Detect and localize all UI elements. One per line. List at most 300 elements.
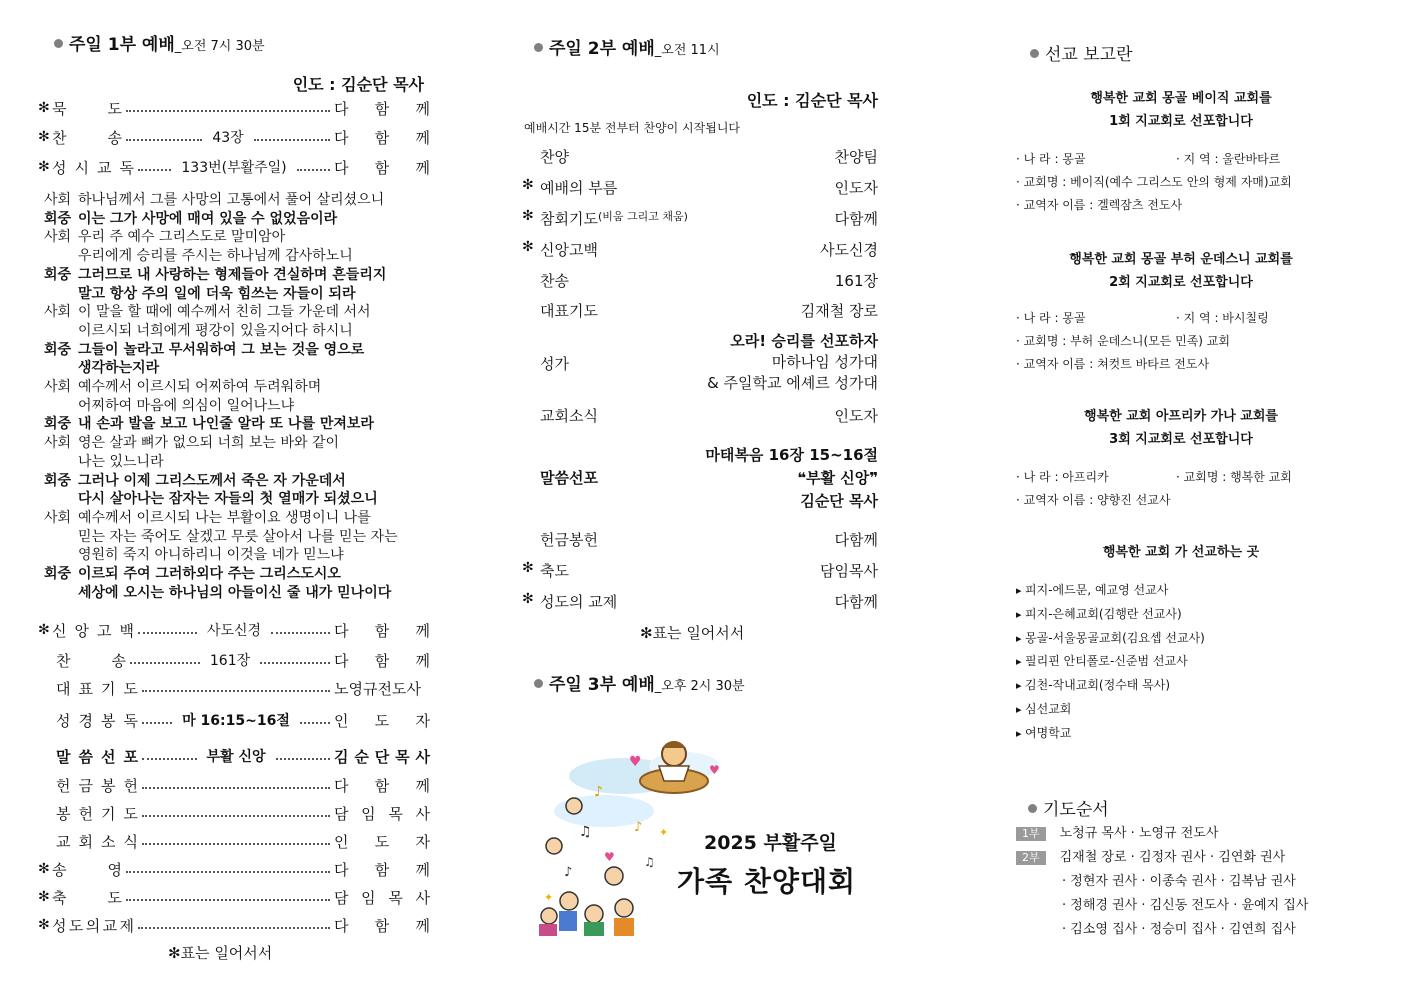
order-row	[38, 126, 430, 148]
order-item-name	[52, 887, 122, 908]
order-item-leader-char: 사	[415, 747, 431, 766]
order-item-leader	[334, 887, 430, 908]
prayer-row	[1016, 894, 1308, 918]
order-item-leader-char: 함	[374, 776, 390, 795]
order-item-leader: 다함께	[834, 593, 878, 611]
stand-marker: ✻	[38, 622, 50, 638]
reading-line	[44, 341, 436, 360]
order-item-char: 봉	[101, 776, 116, 795]
reading-line	[44, 397, 436, 416]
reading-speaker: 회중	[44, 566, 72, 583]
second-service-leader: 인도 : 김순단 목사	[746, 91, 878, 110]
reading-text: 이 말을 할 때에 예수께서 친히 그들 가운데 서서	[78, 304, 371, 321]
reading-speaker: 회중	[44, 210, 72, 227]
order-item-leader-char: 께	[415, 916, 430, 935]
order-item-char: 선	[101, 747, 116, 766]
leader-dots	[126, 139, 202, 141]
poster-year-title: 2025 부활주일	[704, 832, 837, 854]
order-item-name: 축도	[540, 562, 569, 580]
mission-places-title: 행복한 교회 가 선교하는 곳	[1102, 545, 1260, 560]
order-item-leader: 다함께	[834, 210, 878, 228]
mission-detail-line: · 나 라 : 아프리카 · 교회명 : 행복한 교회	[1016, 470, 1292, 484]
order-row	[522, 529, 878, 550]
order-item-leader-char: 김	[334, 747, 349, 766]
order-item-leader-char: 께	[415, 860, 430, 879]
order-row	[38, 858, 430, 880]
order-item-leader-char: 도	[374, 832, 390, 851]
svg-text:♥: ♥	[629, 754, 642, 770]
reading-line	[44, 266, 436, 285]
sermon-detail: 마태복음 16장 15~16절 ❝부활 신앙❞ 김순단 목사	[705, 446, 878, 510]
order-item-char: 봉	[101, 711, 116, 730]
order-item-leader-char: 께	[415, 651, 430, 670]
reading-line	[44, 528, 436, 547]
mission-places-list	[1016, 579, 1205, 746]
leader-dots	[138, 169, 171, 171]
standing-footnote: ✻표는 일어서서	[640, 624, 745, 642]
mission-detail-line: · 교회명 : 베이직(예수 그리스도 안의 형제 자매)교회	[1016, 175, 1292, 189]
reading-speaker: 회중	[44, 266, 72, 283]
order-item-leader: 찬양팀	[834, 148, 878, 166]
anthem-detail: 오라! 승리를 선포하자 마하나임 성가대 & 주일학교 에셰르 성가대	[707, 332, 878, 392]
order-item-leader: 161장	[834, 272, 878, 290]
order-item-detail: 사도신경	[201, 620, 267, 640]
order-row	[38, 774, 430, 796]
reading-text: 예수께서 이르시되 나는 부활이요 생명이니 나를	[78, 509, 371, 526]
order-row	[38, 709, 430, 731]
reading-text: 예수께서 이르시되 어찌하여 두려워하며	[78, 379, 322, 396]
svg-text:♪: ♪	[564, 865, 573, 880]
order-item-leader-char: 도	[374, 711, 390, 730]
mission-place-item: ▸ 여명학교	[1016, 722, 1205, 746]
order-item-name: 찬양	[540, 148, 569, 166]
prayer-names: 김재철 장로 · 김정자 권사 · 김연화 권사	[1059, 850, 1286, 865]
leader-dots	[126, 871, 330, 873]
reading-line	[44, 378, 436, 397]
svg-text:♫: ♫	[644, 855, 655, 869]
order-item-name: 참회기도	[540, 210, 598, 228]
order-item-leader-char: 다	[334, 916, 349, 935]
mission-detail-line: · 나 라 : 몽골 · 지 역 : 울란바타르	[1016, 152, 1281, 166]
mission-detail-line: · 교역자 이름 : 겔렉잠츠 전도사	[1016, 198, 1183, 212]
order-item-leader-char: 다	[334, 860, 349, 879]
order-item-char: 신	[52, 621, 67, 640]
svg-text:✦: ✦	[659, 826, 669, 839]
order-item-leader-char: 임	[361, 888, 376, 907]
reading-line	[44, 247, 436, 266]
order-item-leader-char: 목	[388, 804, 403, 823]
stand-marker: ✻	[38, 917, 50, 933]
order-item-char: 도	[123, 679, 138, 698]
order-item-leader	[334, 915, 430, 936]
order-row	[38, 649, 430, 671]
order-item-name: 대표기도	[540, 302, 598, 320]
second-service-title: 주일 2부 예배_오전 11시	[534, 34, 720, 59]
order-item-leader-char: 목	[388, 888, 403, 907]
order-item-leader	[334, 775, 430, 796]
reading-line	[44, 359, 436, 378]
prayer-names: · 정해경 권사 · 김신동 전도사 · 윤예지 집사	[1062, 898, 1309, 913]
reading-text: 그러므로 내 사랑하는 형제들아 견실하며 흔들리지	[78, 266, 387, 283]
order-item-leader-char: 임	[361, 804, 376, 823]
easter-choir-poster	[534, 736, 864, 936]
order-item-name	[52, 98, 122, 119]
order-item-leader-char: 다	[334, 776, 349, 795]
svg-text:♪: ♪	[594, 784, 603, 800]
order-item-char: 기	[101, 804, 116, 823]
first-service-title: 주일 1부 예배_오전 7시 30분	[54, 30, 265, 55]
order-item-name	[56, 678, 138, 699]
prayer-row	[1016, 870, 1308, 894]
stand-marker: ✻	[38, 159, 50, 175]
leader-dots	[142, 815, 330, 817]
order-item-leader-char: 순	[354, 747, 369, 766]
order-item-leader-char: 함	[374, 860, 390, 879]
order-item-char: 소	[101, 832, 116, 851]
order-item-char: 도	[107, 99, 122, 118]
stand-marker: ✻	[38, 129, 50, 145]
third-service-title: 주일 3부 예배_오후 2시 30분	[534, 670, 745, 695]
reading-line	[44, 490, 436, 509]
order-item-name	[56, 831, 138, 852]
order-item-leader	[334, 710, 430, 731]
order-item-char: 씀	[78, 747, 93, 766]
leader-dots	[300, 722, 330, 724]
order-item-char: 헌	[123, 776, 138, 795]
order-item-char: 고	[97, 621, 112, 640]
order-item-leader	[334, 127, 430, 148]
order-item-leader-char: 단	[374, 747, 390, 766]
order-item-leader-char: 함	[374, 128, 390, 147]
stand-marker: ✻	[522, 177, 534, 193]
reading-speaker: 사회	[44, 229, 72, 246]
order-item-detail: 마 16:15~16절	[176, 710, 296, 730]
reading-text: 세상에 오시는 하나님의 아들이신 줄 내가 믿나이다	[78, 584, 392, 601]
order-item-leader	[334, 746, 430, 767]
reading-line	[44, 584, 436, 603]
bullet-dot-icon	[1030, 49, 1039, 58]
order-item-char: 영	[107, 860, 122, 879]
reading-text: 영원히 죽지 아니하리니 이것을 네가 믿느냐	[78, 547, 344, 564]
order-item-char: 도	[123, 804, 138, 823]
order-item-leader	[334, 859, 430, 880]
stand-marker: ✻	[38, 889, 50, 905]
order-item-char: 성	[52, 916, 67, 935]
mission-place-item: ▸ 피지-에드문, 예교영 선교사	[1016, 579, 1205, 603]
order-item-leader-char: 함	[374, 621, 390, 640]
reading-line	[44, 285, 436, 304]
order-item-leader-char: 함	[374, 158, 390, 177]
order-item-leader-char: 다	[334, 651, 349, 670]
order-item-leader	[334, 98, 430, 119]
stand-marker: ✻	[522, 560, 534, 576]
order-item-char: 찬	[52, 128, 67, 147]
order-item-char: 송	[107, 128, 122, 147]
order-item-char: 포	[123, 747, 138, 766]
leader-dots	[260, 662, 330, 664]
order-item-char: 성	[56, 711, 71, 730]
responsive-reading	[44, 191, 436, 602]
reading-line	[44, 434, 436, 453]
order-item-name: 신앙고백	[540, 241, 598, 259]
reading-line	[44, 303, 436, 322]
reading-text: 나는 있느니라	[78, 453, 164, 470]
svg-text:♥: ♥	[709, 763, 720, 777]
prayer-row	[1016, 918, 1308, 942]
order-item-char: 도	[68, 916, 84, 935]
order-item-name: 예배의 부름	[540, 179, 618, 197]
prayer-row	[1016, 822, 1308, 846]
prayer-names: 노청규 목사 · 노영규 전도사	[1059, 826, 1219, 841]
reading-text: 이르되 주여 그러하외다 주는 그리스도시오	[78, 566, 341, 583]
order-item-leader-char: 다	[334, 99, 349, 118]
reading-text: 영은 살과 뼈가 없으되 너희 보는 바와 같이	[78, 435, 340, 452]
order-item-leader	[334, 831, 430, 852]
order-item-detail: 43장	[206, 127, 249, 147]
reading-line	[44, 472, 436, 491]
order-item-name: 성도의 교제	[540, 593, 618, 611]
reading-speaker: 회중	[44, 472, 72, 489]
order-item-char: 찬	[56, 651, 71, 670]
order-item-char: 앙	[74, 621, 89, 640]
order-item-leader-char: 함	[374, 916, 390, 935]
bullet-dot-icon	[54, 39, 63, 48]
order-row	[522, 146, 878, 167]
order-row	[522, 177, 878, 198]
svg-text:♫: ♫	[579, 824, 592, 840]
mission-heading: 행복한 교회 아프리카 가나 교회를 3회 지교회로 선포합니다	[1084, 409, 1278, 447]
order-item-char: 경	[78, 711, 93, 730]
second-service-time: _오전 11시	[654, 43, 720, 58]
prayer-names: · 김소영 집사 · 정승미 집사 · 김연희 집사	[1062, 922, 1296, 937]
order-item-name	[56, 803, 138, 824]
bullet-dot-icon	[1028, 804, 1037, 813]
third-service-time: _오후 2시 30분	[654, 679, 745, 694]
order-item-char: 교	[102, 916, 118, 935]
anthem-row: 성가	[540, 355, 569, 373]
reading-text: 그러나 이제 그리스도께서 죽은 자 가운데서	[78, 472, 346, 489]
mission-detail-line: · 나 라 : 몽골 · 지 역 : 바시칠링	[1016, 311, 1269, 325]
reading-text: 다시 살아나는 잠자는 자들의 첫 열매가 되셨으니	[78, 491, 378, 508]
order-item-detail: 부활 신앙	[201, 746, 272, 766]
leader-dots	[126, 110, 330, 112]
order-item-char: 독	[123, 711, 138, 730]
order-row	[522, 270, 878, 291]
order-item-leader-char: 께	[415, 158, 431, 177]
order-item-leader-char: 담	[334, 804, 349, 823]
stand-marker: ✻	[38, 100, 50, 116]
svg-text:♪: ♪	[634, 820, 643, 835]
stand-marker	[522, 146, 540, 167]
leader-dots	[138, 927, 330, 929]
order-item-char: 교	[97, 158, 112, 177]
leader-dots	[297, 169, 330, 171]
mission-place-item: ▸ 필리핀 안티폴로-신준범 선교사	[1016, 650, 1205, 674]
order-item-leader-char: 께	[415, 128, 430, 147]
order-row	[38, 619, 430, 641]
reading-line	[44, 546, 436, 565]
stand-marker: ✻	[38, 861, 50, 877]
leader-dots	[271, 632, 330, 634]
reading-text: 이는 그가 사망에 매여 있을 수 없었음이라	[78, 210, 338, 227]
mission-place-item: ▸ 심선교회	[1016, 698, 1205, 722]
order-item-char: 축	[52, 888, 67, 907]
church-news-row: 교회소식 인도자	[540, 407, 878, 425]
mission-heading: 행복한 교회 몽골 베이직 교회를 1회 지교회로 선포합니다	[1090, 91, 1272, 129]
order-row	[38, 914, 430, 936]
prayer-names: · 정현자 권사 · 이종숙 권사 · 김복남 권사	[1062, 874, 1296, 889]
leader-dots	[126, 899, 330, 901]
order-item-name	[52, 157, 134, 178]
order-item-leader-char: 께	[415, 776, 430, 795]
reading-speaker: 사회	[44, 304, 72, 321]
order-item-char: 묵	[52, 99, 67, 118]
reading-speaker: 사회	[44, 192, 72, 208]
order-row	[38, 745, 430, 767]
order-item-char: 독	[119, 158, 134, 177]
order-item-leader-char: 노영규전도사	[334, 679, 421, 698]
order-item-detail: 161장	[204, 650, 256, 670]
order-item-leader: 담임목사	[820, 562, 878, 580]
order-item-name: 찬송	[540, 272, 569, 290]
reading-text: 하나님께서 그를 사망의 고통에서 풀어 살리셨으니	[78, 192, 385, 208]
mission-report-title: 선교 보고란	[1030, 40, 1133, 65]
order-row	[522, 239, 878, 260]
reading-speaker: 회중	[44, 341, 72, 358]
svg-text:✦: ✦	[544, 891, 554, 904]
order-item-leader	[334, 803, 430, 824]
reading-line	[44, 453, 436, 472]
order-item-name	[52, 915, 134, 936]
order-item-name	[56, 775, 138, 796]
stand-marker: ✻	[522, 208, 534, 224]
mission-place-item: ▸ 김천-작내교회(정수태 목사)	[1016, 674, 1205, 698]
order-item-leader-char: 께	[415, 621, 431, 640]
first-service-time: _오전 7시 30분	[174, 39, 265, 54]
service-badge: 1부	[1016, 827, 1046, 841]
order-item-leader-char: 자	[415, 832, 430, 851]
stand-marker: ✻	[522, 239, 534, 255]
leader-dots	[276, 758, 331, 760]
reading-speaker: 사회	[44, 379, 72, 396]
leader-dots	[138, 632, 197, 634]
praise-notice: 예배시간 15분 전부터 찬양이 시작됩니다	[524, 121, 741, 135]
stand-marker: ✻	[522, 591, 534, 607]
leader-dots	[254, 139, 330, 141]
order-item-leader-char: 다	[334, 128, 349, 147]
leader-dots	[142, 758, 197, 760]
order-item-char: 헌	[56, 776, 71, 795]
mission-heading: 행복한 교회 몽골 부허 운데스니 교회를 2회 지교회로 선포합니다	[1069, 252, 1293, 290]
order-item-char: 도	[107, 888, 122, 907]
reading-text: 믿는 자는 죽어도 살겠고 무릇 살아서 나를 믿는 자는	[78, 528, 398, 545]
order-item-char: 대	[56, 679, 71, 698]
reading-line	[44, 565, 436, 584]
order-item-leader-char: 목	[395, 747, 410, 766]
order-item-name: 헌금봉헌	[540, 531, 598, 549]
stand-marker	[522, 300, 540, 321]
order-row	[522, 591, 878, 612]
reading-line	[44, 322, 436, 341]
standing-footnote: ✻표는 일어서서	[168, 944, 273, 962]
order-item-leader-char: 함	[374, 99, 390, 118]
order-item-leader-char: 자	[415, 711, 431, 730]
order-item-char: 의	[85, 916, 101, 935]
leader-dots	[142, 843, 330, 845]
reading-text: 말고 항상 주의 일에 더욱 힘쓰는 자들이 되라	[78, 285, 356, 302]
bullet-dot-icon	[534, 43, 543, 52]
order-item-leader: 인도자	[834, 179, 878, 197]
service-badge: 2부	[1016, 851, 1046, 865]
reading-text: 그들이 놀라고 무서워하여 그 보는 것을 영으로	[78, 341, 365, 358]
order-row	[522, 560, 878, 581]
reading-speaker: 사회	[44, 435, 72, 452]
order-item-note: (비움 그리고 채움)	[597, 210, 688, 223]
order-item-name	[52, 859, 122, 880]
order-item-name	[52, 620, 134, 641]
reading-text: 이르시되 너희에게 평강이 있을지어다 하시니	[78, 322, 353, 339]
reading-line	[44, 191, 436, 210]
reading-text: 우리 주 예수 그리스도로 말미암아	[78, 229, 286, 246]
order-item-leader-char: 께	[415, 99, 430, 118]
mission-detail-line: · 교역자 이름 : 쳐컷트 바타르 전도사	[1016, 357, 1210, 371]
reading-speaker: 사회	[44, 509, 72, 526]
order-item-leader	[334, 678, 430, 699]
order-item-char: 송	[52, 860, 67, 879]
order-item-char: 회	[78, 832, 93, 851]
order-item-char: 말	[56, 747, 71, 766]
order-item-char: 금	[78, 776, 93, 795]
order-item-char: 성	[52, 158, 67, 177]
order-item-leader-char: 다	[334, 158, 349, 177]
order-item-char: 송	[111, 651, 126, 670]
leader-dots	[130, 662, 200, 664]
order-item-leader: 김재철 장로	[800, 302, 878, 320]
prayer-order-title: 기도순서	[1028, 795, 1109, 820]
order-item-leader: 사도신경	[820, 241, 878, 259]
order-item-leader-char: 함	[374, 651, 390, 670]
order-item-name	[56, 650, 126, 671]
order-item-char: 제	[119, 916, 134, 935]
prayer-row	[1016, 846, 1308, 870]
order-row	[522, 300, 878, 321]
order-row	[38, 677, 430, 699]
poster-main-title: 가족 찬양대회	[677, 865, 857, 898]
reading-text: 우리에게 승리를 주시는 하나님께 감사하노니	[78, 248, 353, 265]
order-item-leader: 다함께	[834, 531, 878, 549]
sermon-row: 말씀선포	[540, 469, 598, 487]
order-item-leader-char: 사	[415, 804, 430, 823]
stand-marker	[522, 270, 540, 291]
order-item-detail: 133번(부활주일)	[175, 157, 292, 177]
mission-detail-line: · 교역자 이름 : 양향진 선교사	[1016, 493, 1171, 507]
order-item-leader	[334, 650, 430, 671]
order-item-char: 기	[101, 679, 116, 698]
order-row	[38, 97, 430, 119]
order-item-char: 헌	[78, 804, 93, 823]
reading-line	[44, 228, 436, 247]
order-item-char: 봉	[56, 804, 71, 823]
mission-place-item: ▸ 몽골-서울몽골교회(김요셉 선교사)	[1016, 627, 1205, 651]
order-row	[38, 830, 430, 852]
order-row	[38, 802, 430, 824]
order-item-leader-char: 인	[334, 832, 349, 851]
prayer-order-list	[1016, 822, 1308, 942]
order-item-leader-char: 인	[334, 711, 349, 730]
order-item-char: 시	[74, 158, 89, 177]
order-row	[38, 886, 430, 908]
order-item-leader-char: 담	[334, 888, 349, 907]
